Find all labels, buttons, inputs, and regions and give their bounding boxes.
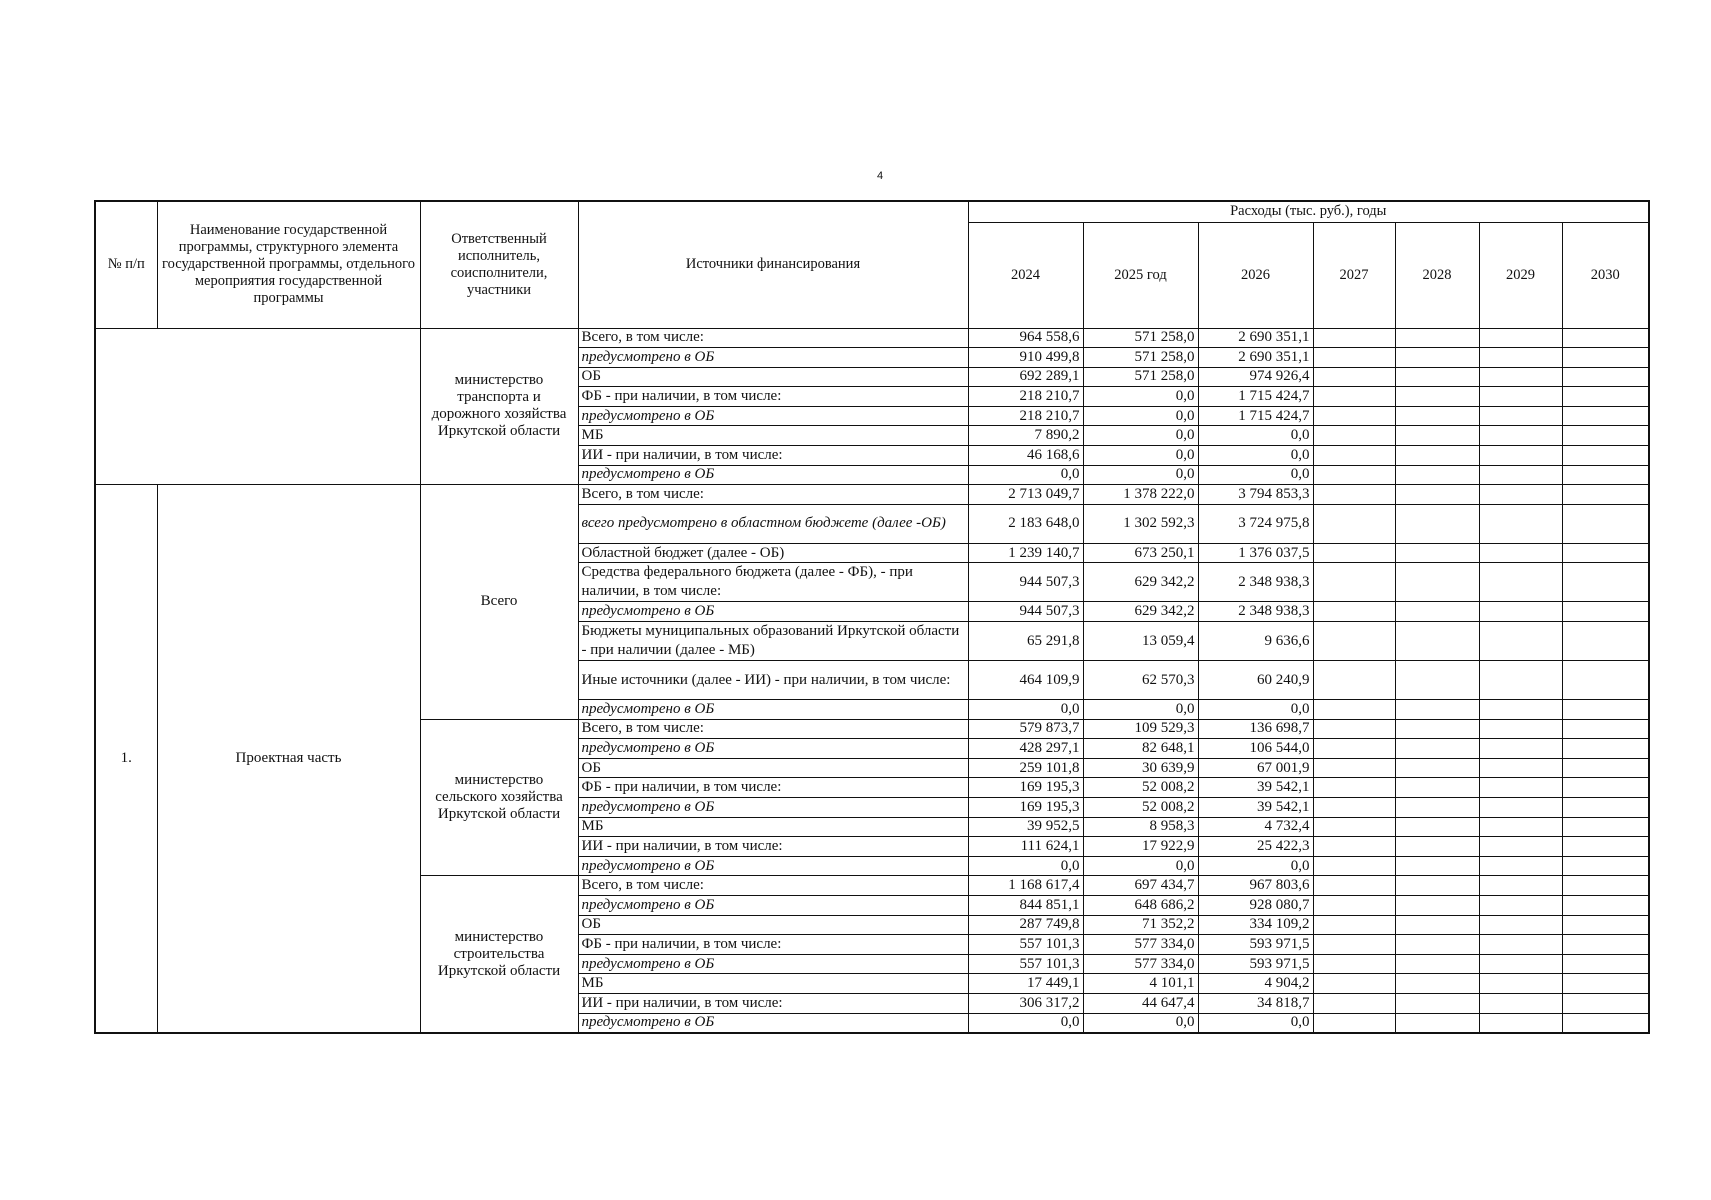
funding-source: Иные источники (далее - ИИ) - при наличии, в том числе: <box>578 661 968 700</box>
amount-cell: 13 059,4 <box>1083 622 1198 661</box>
executor-name: Всего <box>420 485 578 719</box>
empty-year-cell <box>1313 446 1395 466</box>
empty-year-cell <box>1479 739 1562 759</box>
empty-year-cell <box>1562 504 1649 543</box>
empty-year-cell <box>1562 856 1649 876</box>
empty-year-cell <box>1562 719 1649 739</box>
amount-cell: 169 195,3 <box>968 778 1083 798</box>
amount-cell: 2 690 351,1 <box>1198 348 1313 368</box>
header-year: 2027 <box>1313 222 1395 328</box>
amount-cell: 25 422,3 <box>1198 837 1313 857</box>
empty-year-cell <box>1313 778 1395 798</box>
empty-year-cell <box>1313 661 1395 700</box>
amount-cell: 46 168,6 <box>968 446 1083 466</box>
empty-year-cell <box>1395 993 1479 1013</box>
amount-cell: 928 080,7 <box>1198 895 1313 915</box>
funding-source: всего предусмотрено в областном бюджете (далее -ОБ) <box>578 504 968 543</box>
amount-cell: 17 449,1 <box>968 974 1083 994</box>
empty-year-cell <box>1395 328 1479 348</box>
amount-cell: 571 258,0 <box>1083 367 1198 387</box>
empty-year-cell <box>1313 700 1395 720</box>
funding-source: ОБ <box>578 915 968 935</box>
group-name: Проектная часть <box>157 485 420 1033</box>
executor-name: министерство строительства Иркутской области <box>420 876 578 1033</box>
amount-cell: 692 289,1 <box>968 367 1083 387</box>
amount-cell: 8 958,3 <box>1083 817 1198 837</box>
empty-year-cell <box>1313 817 1395 837</box>
empty-year-cell <box>1562 798 1649 818</box>
amount-cell: 259 101,8 <box>968 758 1083 778</box>
funding-source: предусмотрено в ОБ <box>578 739 968 759</box>
empty-year-cell <box>1313 504 1395 543</box>
empty-year-cell <box>1479 837 1562 857</box>
empty-year-cell <box>1562 876 1649 896</box>
amount-cell: 34 818,7 <box>1198 993 1313 1013</box>
amount-cell: 3 794 853,3 <box>1198 485 1313 505</box>
funding-source: ОБ <box>578 758 968 778</box>
amount-cell: 136 698,7 <box>1198 719 1313 739</box>
amount-cell: 0,0 <box>1083 856 1198 876</box>
table-row <box>95 485 1649 505</box>
empty-year-cell <box>1313 622 1395 661</box>
amount-cell: 629 342,2 <box>1083 563 1198 602</box>
amount-cell: 0,0 <box>1083 446 1198 466</box>
amount-cell: 0,0 <box>1198 446 1313 466</box>
amount-cell: 974 926,4 <box>1198 367 1313 387</box>
amount-cell: 106 544,0 <box>1198 739 1313 759</box>
empty-year-cell <box>1395 602 1479 622</box>
empty-year-cell <box>1562 758 1649 778</box>
amount-cell: 571 258,0 <box>1083 328 1198 348</box>
empty-year-cell <box>1395 954 1479 974</box>
budget-table <box>94 200 1650 1034</box>
amount-cell: 65 291,8 <box>968 622 1083 661</box>
header-year: 2025 год <box>1083 222 1198 328</box>
empty-year-cell <box>1562 622 1649 661</box>
empty-year-cell <box>1562 465 1649 485</box>
empty-year-cell <box>1479 465 1562 485</box>
empty-year-cell <box>1313 543 1395 563</box>
header-expenses: Расходы (тыс. руб.), годы <box>968 201 1649 222</box>
amount-cell: 2 690 351,1 <box>1198 328 1313 348</box>
amount-cell: 1 302 592,3 <box>1083 504 1198 543</box>
amount-cell: 0,0 <box>968 465 1083 485</box>
funding-source: предусмотрено в ОБ <box>578 700 968 720</box>
empty-year-cell <box>1479 798 1562 818</box>
empty-year-cell <box>1562 661 1649 700</box>
empty-year-cell <box>1395 563 1479 602</box>
empty-year-cell <box>1562 935 1649 955</box>
empty-year-cell <box>1479 504 1562 543</box>
amount-cell: 39 542,1 <box>1198 798 1313 818</box>
empty-year-cell <box>1395 739 1479 759</box>
empty-year-cell <box>1313 798 1395 818</box>
empty-year-cell <box>1313 328 1395 348</box>
funding-source: предусмотрено в ОБ <box>578 954 968 974</box>
empty-year-cell <box>1395 758 1479 778</box>
empty-year-cell <box>1479 876 1562 896</box>
empty-year-cell <box>1395 798 1479 818</box>
amount-cell: 334 109,2 <box>1198 915 1313 935</box>
empty-year-cell <box>1479 915 1562 935</box>
executor-name: министерство сельского хозяйства Иркутской области <box>420 719 578 876</box>
empty-year-cell <box>1313 954 1395 974</box>
amount-cell: 577 334,0 <box>1083 954 1198 974</box>
funding-source: ИИ - при наличии, в том числе: <box>578 837 968 857</box>
funding-source: ФБ - при наличии, в том числе: <box>578 778 968 798</box>
amount-cell: 67 001,9 <box>1198 758 1313 778</box>
amount-cell: 0,0 <box>968 856 1083 876</box>
empty-year-cell <box>1395 895 1479 915</box>
amount-cell: 0,0 <box>1198 1013 1313 1033</box>
empty-year-cell <box>1313 758 1395 778</box>
empty-year-cell <box>1562 895 1649 915</box>
empty-year-cell <box>1313 387 1395 407</box>
empty-year-cell <box>1395 1013 1479 1033</box>
empty-year-cell <box>1395 856 1479 876</box>
empty-year-cell <box>1313 1013 1395 1033</box>
amount-cell: 109 529,3 <box>1083 719 1198 739</box>
amount-cell: 0,0 <box>1198 856 1313 876</box>
amount-cell: 944 507,3 <box>968 563 1083 602</box>
funding-source: предусмотрено в ОБ <box>578 798 968 818</box>
amount-cell: 0,0 <box>1083 700 1198 720</box>
amount-cell: 428 297,1 <box>968 739 1083 759</box>
amount-cell: 629 342,2 <box>1083 602 1198 622</box>
amount-cell: 673 250,1 <box>1083 543 1198 563</box>
empty-year-cell <box>1395 504 1479 543</box>
empty-year-cell <box>1562 739 1649 759</box>
header-year: 2030 <box>1562 222 1649 328</box>
funding-source: МБ <box>578 426 968 446</box>
empty-year-cell <box>1479 778 1562 798</box>
empty-year-cell <box>1395 406 1479 426</box>
amount-cell: 571 258,0 <box>1083 348 1198 368</box>
table-body <box>95 328 1649 1033</box>
funding-source: ОБ <box>578 367 968 387</box>
empty-year-cell <box>1395 661 1479 700</box>
page-number: 4 <box>876 170 884 182</box>
funding-source: предусмотрено в ОБ <box>578 895 968 915</box>
amount-cell: 3 724 975,8 <box>1198 504 1313 543</box>
header-year: 2024 <box>968 222 1083 328</box>
empty-year-cell <box>1313 485 1395 505</box>
amount-cell: 1 715 424,7 <box>1198 406 1313 426</box>
empty-year-cell <box>1395 348 1479 368</box>
empty-year-cell <box>1479 446 1562 466</box>
funding-source: предусмотрено в ОБ <box>578 1013 968 1033</box>
table-row <box>95 328 1649 348</box>
header-year: 2028 <box>1395 222 1479 328</box>
empty-year-cell <box>1479 543 1562 563</box>
amount-cell: 111 624,1 <box>968 837 1083 857</box>
empty-year-cell <box>1395 817 1479 837</box>
empty-year-cell <box>1562 367 1649 387</box>
amount-cell: 4 101,1 <box>1083 974 1198 994</box>
empty-year-cell <box>1395 485 1479 505</box>
amount-cell: 52 008,2 <box>1083 798 1198 818</box>
amount-cell: 557 101,3 <box>968 935 1083 955</box>
empty-year-cell <box>1479 387 1562 407</box>
funding-source: Средства федерального бюджета (далее - ФБ), - при наличии, в том числе: <box>578 563 968 602</box>
amount-cell: 697 434,7 <box>1083 876 1198 896</box>
empty-year-cell <box>1562 954 1649 974</box>
amount-cell: 218 210,7 <box>968 387 1083 407</box>
funding-source: предусмотрено в ОБ <box>578 465 968 485</box>
amount-cell: 0,0 <box>1198 465 1313 485</box>
amount-cell: 1 239 140,7 <box>968 543 1083 563</box>
amount-cell: 1 376 037,5 <box>1198 543 1313 563</box>
empty-year-cell <box>1479 348 1562 368</box>
header-sources: Источники финансирования <box>578 201 968 328</box>
empty-year-cell <box>1395 974 1479 994</box>
empty-year-cell <box>1313 856 1395 876</box>
empty-year-cell <box>1479 700 1562 720</box>
empty-year-cell <box>1562 328 1649 348</box>
empty-year-cell <box>1562 700 1649 720</box>
empty-year-cell <box>1479 328 1562 348</box>
empty-year-cell <box>1313 563 1395 602</box>
empty-year-cell <box>1479 935 1562 955</box>
empty-year-cell <box>1479 426 1562 446</box>
empty-year-cell <box>1313 993 1395 1013</box>
empty-year-cell <box>1562 602 1649 622</box>
amount-cell: 7 890,2 <box>968 426 1083 446</box>
empty-year-cell <box>1313 602 1395 622</box>
header-num: № п/п <box>95 201 157 328</box>
amount-cell: 17 922,9 <box>1083 837 1198 857</box>
amount-cell: 2 348 938,3 <box>1198 602 1313 622</box>
empty-year-cell <box>1395 719 1479 739</box>
group-number: 1. <box>95 485 157 1033</box>
amount-cell: 39 952,5 <box>968 817 1083 837</box>
funding-source: Бюджеты муниципальных образований Иркутской области - при наличии (далее - МБ) <box>578 622 968 661</box>
funding-source: Всего, в том числе: <box>578 328 968 348</box>
amount-cell: 82 648,1 <box>1083 739 1198 759</box>
funding-source: Всего, в том числе: <box>578 719 968 739</box>
empty-year-cell <box>1562 974 1649 994</box>
funding-source: ИИ - при наличии, в том числе: <box>578 993 968 1013</box>
amount-cell: 648 686,2 <box>1083 895 1198 915</box>
amount-cell: 44 647,4 <box>1083 993 1198 1013</box>
empty-year-cell <box>1479 622 1562 661</box>
amount-cell: 593 971,5 <box>1198 954 1313 974</box>
amount-cell: 0,0 <box>968 1013 1083 1033</box>
amount-cell: 0,0 <box>1198 700 1313 720</box>
amount-cell: 0,0 <box>1083 1013 1198 1033</box>
empty-year-cell <box>1562 993 1649 1013</box>
amount-cell: 1 168 617,4 <box>968 876 1083 896</box>
empty-year-cell <box>1562 543 1649 563</box>
empty-year-cell <box>1313 876 1395 896</box>
empty-year-cell <box>1479 602 1562 622</box>
header-executor: Ответственный исполнитель, соисполнители, участники <box>420 201 578 328</box>
empty-year-cell <box>1479 563 1562 602</box>
header-year: 2026 <box>1198 222 1313 328</box>
empty-year-cell <box>1313 719 1395 739</box>
amount-cell: 0,0 <box>1083 465 1198 485</box>
empty-year-cell <box>1479 954 1562 974</box>
funding-source: предусмотрено в ОБ <box>578 602 968 622</box>
empty-year-cell <box>1562 817 1649 837</box>
amount-cell: 2 348 938,3 <box>1198 563 1313 602</box>
funding-source: МБ <box>578 974 968 994</box>
empty-year-cell <box>1395 367 1479 387</box>
empty-year-cell <box>1313 367 1395 387</box>
empty-year-cell <box>1479 758 1562 778</box>
amount-cell: 287 749,8 <box>968 915 1083 935</box>
amount-cell: 62 570,3 <box>1083 661 1198 700</box>
empty-year-cell <box>1562 485 1649 505</box>
empty-year-cell <box>1395 465 1479 485</box>
empty-year-cell <box>1479 817 1562 837</box>
amount-cell: 593 971,5 <box>1198 935 1313 955</box>
amount-cell: 71 352,2 <box>1083 915 1198 935</box>
amount-cell: 1 715 424,7 <box>1198 387 1313 407</box>
amount-cell: 0,0 <box>1083 406 1198 426</box>
empty-year-cell <box>1395 700 1479 720</box>
executor-name: министерство транспорта и дорожного хозяйства Иркутской области <box>420 328 578 485</box>
empty-year-cell <box>1395 837 1479 857</box>
empty-year-cell <box>1313 974 1395 994</box>
amount-cell: 944 507,3 <box>968 602 1083 622</box>
amount-cell: 39 542,1 <box>1198 778 1313 798</box>
empty-year-cell <box>1562 778 1649 798</box>
empty-year-cell <box>1562 426 1649 446</box>
amount-cell: 0,0 <box>1198 426 1313 446</box>
amount-cell: 557 101,3 <box>968 954 1083 974</box>
empty-year-cell <box>1313 837 1395 857</box>
amount-cell: 579 873,7 <box>968 719 1083 739</box>
amount-cell: 910 499,8 <box>968 348 1083 368</box>
amount-cell: 30 639,9 <box>1083 758 1198 778</box>
empty-year-cell <box>1395 915 1479 935</box>
empty-year-cell <box>1313 935 1395 955</box>
empty-year-cell <box>1479 406 1562 426</box>
empty-year-cell <box>1395 426 1479 446</box>
amount-cell: 0,0 <box>1083 426 1198 446</box>
empty-year-cell <box>1562 837 1649 857</box>
empty-year-cell <box>1479 895 1562 915</box>
funding-source: МБ <box>578 817 968 837</box>
funding-source: ИИ - при наличии, в том числе: <box>578 446 968 466</box>
amount-cell: 9 636,6 <box>1198 622 1313 661</box>
empty-year-cell <box>1395 387 1479 407</box>
empty-year-cell <box>1395 876 1479 896</box>
empty-year-cell <box>1395 778 1479 798</box>
empty-year-cell <box>1479 485 1562 505</box>
empty-year-cell <box>1395 543 1479 563</box>
amount-cell: 844 851,1 <box>968 895 1083 915</box>
header-year: 2029 <box>1479 222 1562 328</box>
amount-cell: 464 109,9 <box>968 661 1083 700</box>
empty-year-cell <box>1313 915 1395 935</box>
empty-year-cell <box>1562 1013 1649 1033</box>
amount-cell: 2 713 049,7 <box>968 485 1083 505</box>
amount-cell: 967 803,6 <box>1198 876 1313 896</box>
empty-year-cell <box>1479 993 1562 1013</box>
amount-cell: 964 558,6 <box>968 328 1083 348</box>
amount-cell: 306 317,2 <box>968 993 1083 1013</box>
empty-year-cell <box>1479 1013 1562 1033</box>
empty-year-cell <box>1562 406 1649 426</box>
empty-year-cell <box>1313 739 1395 759</box>
funding-source: Всего, в том числе: <box>578 876 968 896</box>
empty-year-cell <box>1395 446 1479 466</box>
funding-source: Областной бюджет (далее - ОБ) <box>578 543 968 563</box>
empty-year-cell <box>1313 348 1395 368</box>
empty-year-cell <box>1562 387 1649 407</box>
amount-cell: 4 732,4 <box>1198 817 1313 837</box>
empty-year-cell <box>1313 426 1395 446</box>
empty-year-cell <box>1313 895 1395 915</box>
empty-year-cell <box>1479 661 1562 700</box>
empty-year-cell <box>1562 348 1649 368</box>
funding-source: предусмотрено в ОБ <box>578 406 968 426</box>
amount-cell: 2 183 648,0 <box>968 504 1083 543</box>
amount-cell: 60 240,9 <box>1198 661 1313 700</box>
empty-year-cell <box>1479 367 1562 387</box>
amount-cell: 218 210,7 <box>968 406 1083 426</box>
empty-year-cell <box>1479 974 1562 994</box>
funding-source: ФБ - при наличии, в том числе: <box>578 935 968 955</box>
empty-year-cell <box>1479 856 1562 876</box>
funding-source: ФБ - при наличии, в том числе: <box>578 387 968 407</box>
empty-year-cell <box>1395 622 1479 661</box>
amount-cell: 0,0 <box>1083 387 1198 407</box>
empty-year-cell <box>1395 935 1479 955</box>
empty-year-cell <box>1562 915 1649 935</box>
funding-source: Всего, в том числе: <box>578 485 968 505</box>
amount-cell: 169 195,3 <box>968 798 1083 818</box>
amount-cell: 52 008,2 <box>1083 778 1198 798</box>
amount-cell: 577 334,0 <box>1083 935 1198 955</box>
empty-year-cell <box>1479 719 1562 739</box>
funding-source: предусмотрено в ОБ <box>578 856 968 876</box>
empty-year-cell <box>1313 465 1395 485</box>
group-name-cell <box>95 328 420 485</box>
empty-year-cell <box>1313 406 1395 426</box>
empty-year-cell <box>1562 563 1649 602</box>
amount-cell: 4 904,2 <box>1198 974 1313 994</box>
funding-source: предусмотрено в ОБ <box>578 348 968 368</box>
amount-cell: 0,0 <box>968 700 1083 720</box>
empty-year-cell <box>1562 446 1649 466</box>
header-name: Наименование государственной программы, структурного элемента государственной программы, отдельного мероприятия государственной программы <box>157 201 420 328</box>
amount-cell: 1 378 222,0 <box>1083 485 1198 505</box>
